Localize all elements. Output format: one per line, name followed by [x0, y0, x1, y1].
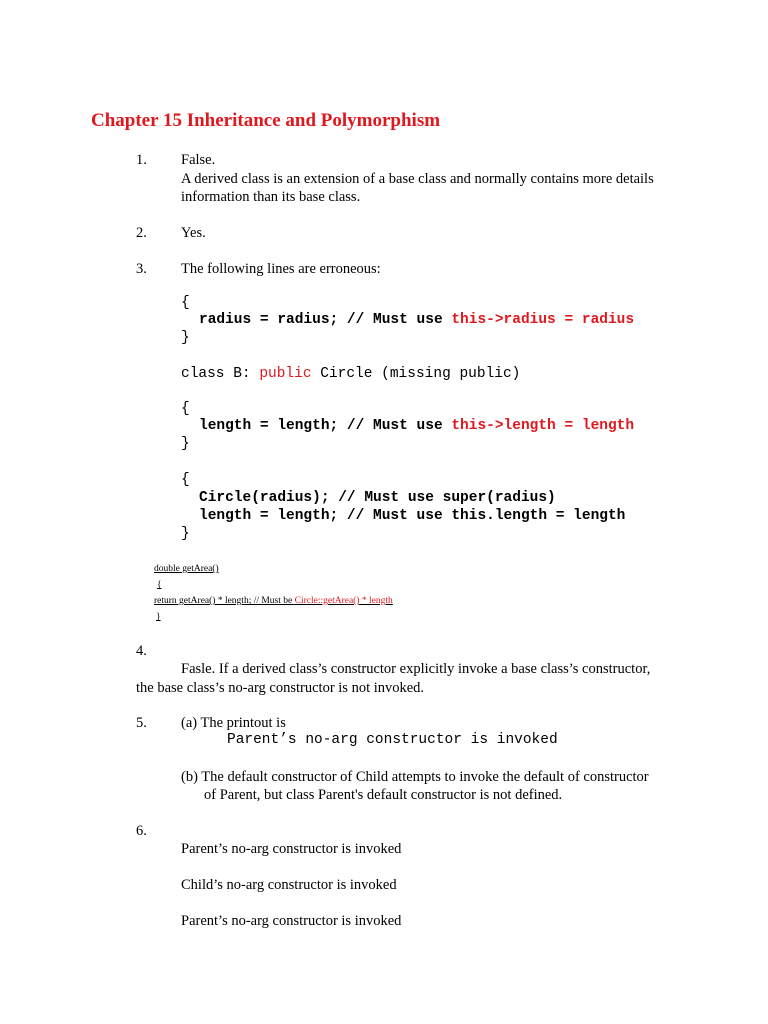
q6-line1: Parent’s no-arg constructor is invoked — [181, 841, 402, 857]
q4-line1: Fasle. If a derived class’s constructor explicitly invoke a base class’s constructor, — [181, 661, 651, 677]
q3-intro: The following lines are erroneous: — [181, 261, 381, 277]
small-code-line4: } — [156, 612, 161, 622]
code-brace: { — [181, 401, 190, 417]
q2-number: 2. — [136, 225, 147, 241]
code-line-this-length: length = length; // Must use this.length = length — [199, 508, 626, 524]
q5-a-label: (a) The printout is — [181, 715, 286, 731]
code-brace: { — [181, 295, 190, 311]
small-code-line1: double getArea() — [154, 564, 219, 574]
page-title: Chapter 15 Inheritance and Polymorphism — [91, 110, 441, 131]
code-brace: } — [181, 330, 190, 346]
q4-number: 4. — [136, 643, 147, 659]
small-code-line3: return getArea() * length; // Must be Circle::getArea() * length — [154, 596, 393, 606]
code-line-length: length = length; // Must use this->length = length — [199, 418, 635, 434]
q5-number: 5. — [136, 715, 147, 731]
q1-answer: False. — [181, 152, 216, 168]
code-line-radius: radius = radius; // Must use this->radius = radius — [199, 312, 635, 328]
q1-number: 1. — [136, 152, 147, 168]
q6-line3: Parent’s no-arg constructor is invoked — [181, 913, 402, 929]
q1-line2: information than its base class. — [181, 189, 361, 205]
q3-number: 3. — [136, 261, 147, 277]
q6-line2: Child’s no-arg constructor is invoked — [181, 877, 397, 893]
code-brace: { — [181, 472, 190, 488]
code-line-class: class B: public Circle (missing public) — [181, 366, 521, 382]
small-code-line2: { — [157, 580, 162, 590]
q2-answer: Yes. — [181, 225, 206, 241]
code-brace: } — [181, 526, 190, 542]
q5-b-line2: of Parent, but class Parent's default constructor is not defined. — [204, 787, 563, 803]
q5-b-line1: (b) The default constructor of Child attempts to invoke the default of constructor — [181, 769, 649, 785]
q6-number: 6. — [136, 823, 147, 839]
q5-a-output: Parent’s no-arg constructor is invoked — [227, 732, 558, 748]
q1-line1: A derived class is an extension of a base class and normally contains more details — [181, 171, 654, 187]
code-line-super: Circle(radius); // Must use super(radius) — [199, 490, 556, 506]
code-brace: } — [181, 436, 190, 452]
q4-line2: the base class’s no-arg constructor is not invoked. — [136, 680, 425, 696]
